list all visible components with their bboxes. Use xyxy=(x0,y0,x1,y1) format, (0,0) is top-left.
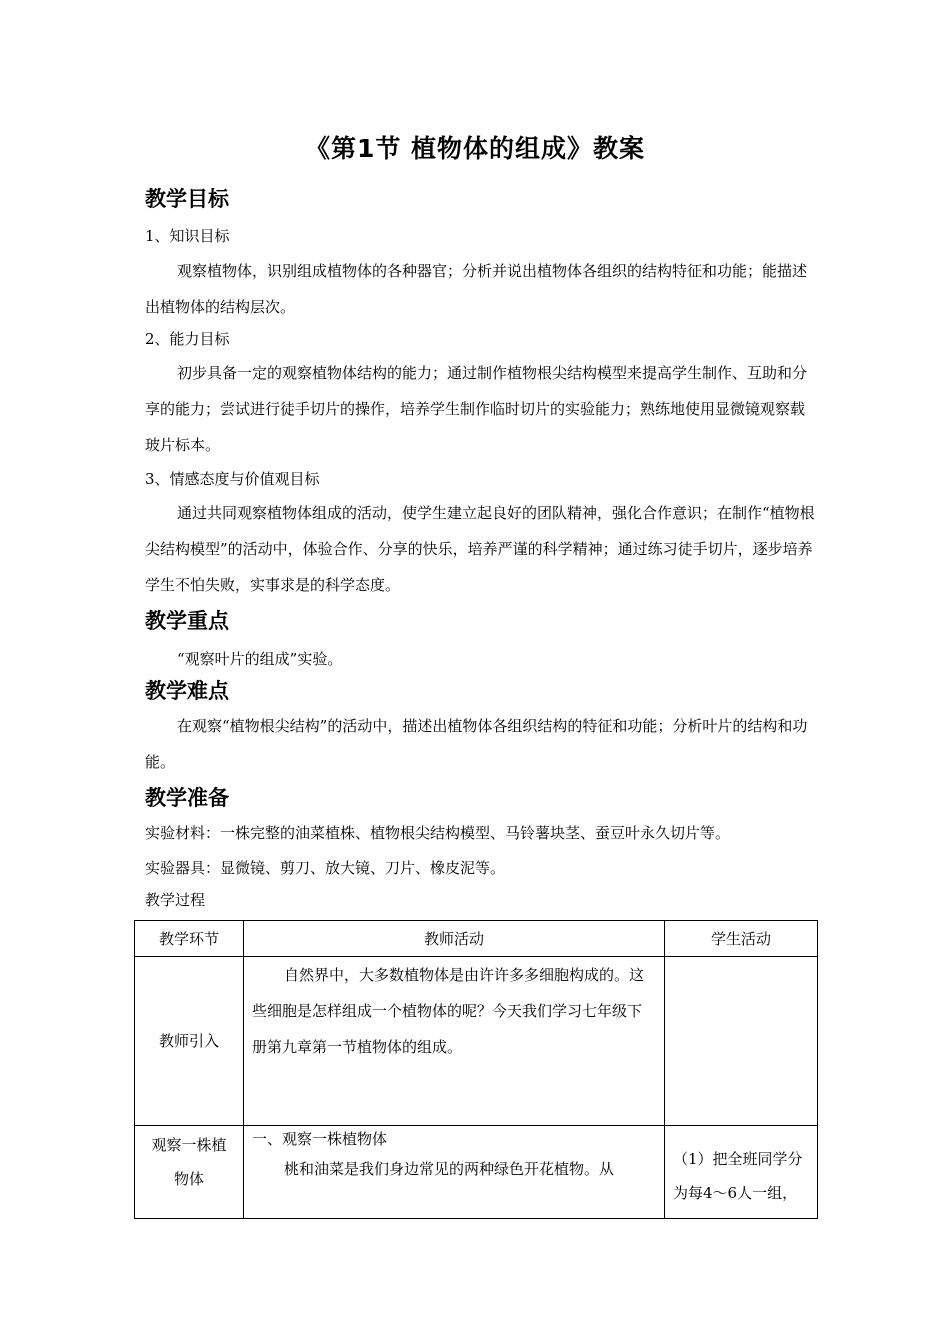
row-student-activity xyxy=(665,957,818,1126)
heading-key-point: 教学重点 xyxy=(145,609,229,633)
row-stage: 教师引入 xyxy=(135,957,244,1126)
table-row xyxy=(135,1126,818,1219)
row-student-activity: （1）把全班同学分为每4～6人一组， xyxy=(665,1126,818,1219)
preparation-materials: 实验材料：一株完整的油菜植株、植物根尖结构模型、马铃薯块茎、蚕豆叶永久切片等。 xyxy=(145,824,731,842)
key-point-text: “观察叶片的组成”实验。 xyxy=(177,650,343,668)
objective-label-ability: 2、能力目标 xyxy=(145,330,230,348)
heading-preparation: 教学准备 xyxy=(145,786,229,810)
process-table xyxy=(134,920,818,1219)
heading-objectives: 教学目标 xyxy=(145,187,229,211)
row-teacher-activity xyxy=(244,957,665,1126)
table-row xyxy=(135,957,818,1126)
header-student: 学生活动 xyxy=(665,921,818,957)
objective-text-attitude: 通过共同观察植物体组成的活动，使学生建立起良好的团队精神，强化合作意识；在制作“植物根尖结构模型”的活动中，体验合作、分享的快乐，培养严谨的科学精神；通过练习徒手切片，逐步培养学生不怕失败，实事求是的科学态度。 xyxy=(145,504,815,594)
objective-label-knowledge: 1、知识目标 xyxy=(145,227,230,245)
header-stage: 教学环节 xyxy=(135,921,244,957)
preparation-equipment: 实验器具：显微镜、剪刀、放大镜、刀片、橡皮泥等。 xyxy=(145,859,506,877)
row-stage: 观察一株植物体 xyxy=(135,1126,244,1219)
objective-text-knowledge: 观察植物体，识别组成植物体的各种器官；分析并说出植物体各组织的结构特征和功能；能描述出植物体的结构层次。 xyxy=(145,262,808,316)
document-title: 《第1节 植物体的组成》教案 xyxy=(304,134,646,163)
process-label: 教学过程 xyxy=(145,891,206,909)
row-teacher-activity xyxy=(244,1126,665,1219)
teacher-activity-title: 一、观察一株植物体 xyxy=(252,1130,388,1148)
objective-label-attitude: 3、情感态度与价值观目标 xyxy=(145,470,320,488)
teacher-activity-text: 自然界中，大多数植物体是由许许多多细胞构成的。这些细胞是怎样组成一个植物体的呢？今天我们学习七年级下册第九章第一节植物体的组成。 xyxy=(252,966,645,1056)
difficulty-text: 在观察“植物根尖结构”的活动中，描述出植物体各组织结构的特征和功能；分析叶片的结构和功能。 xyxy=(145,717,808,771)
header-teacher: 教师活动 xyxy=(244,921,665,957)
teacher-activity-text: 桃和油菜是我们身边常见的两种绿色开花植物。从 xyxy=(284,1160,615,1178)
table-header-row xyxy=(135,921,818,957)
heading-difficulty: 教学难点 xyxy=(145,679,229,703)
objective-text-ability: 初步具备一定的观察植物体结构的能力；通过制作植物根尖结构模型来提高学生制作、互助和分享的能力；尝试进行徒手切片的操作，培养学生制作临时切片的实验能力；熟练地使用显微镜观察载玻片标本。 xyxy=(145,364,808,454)
